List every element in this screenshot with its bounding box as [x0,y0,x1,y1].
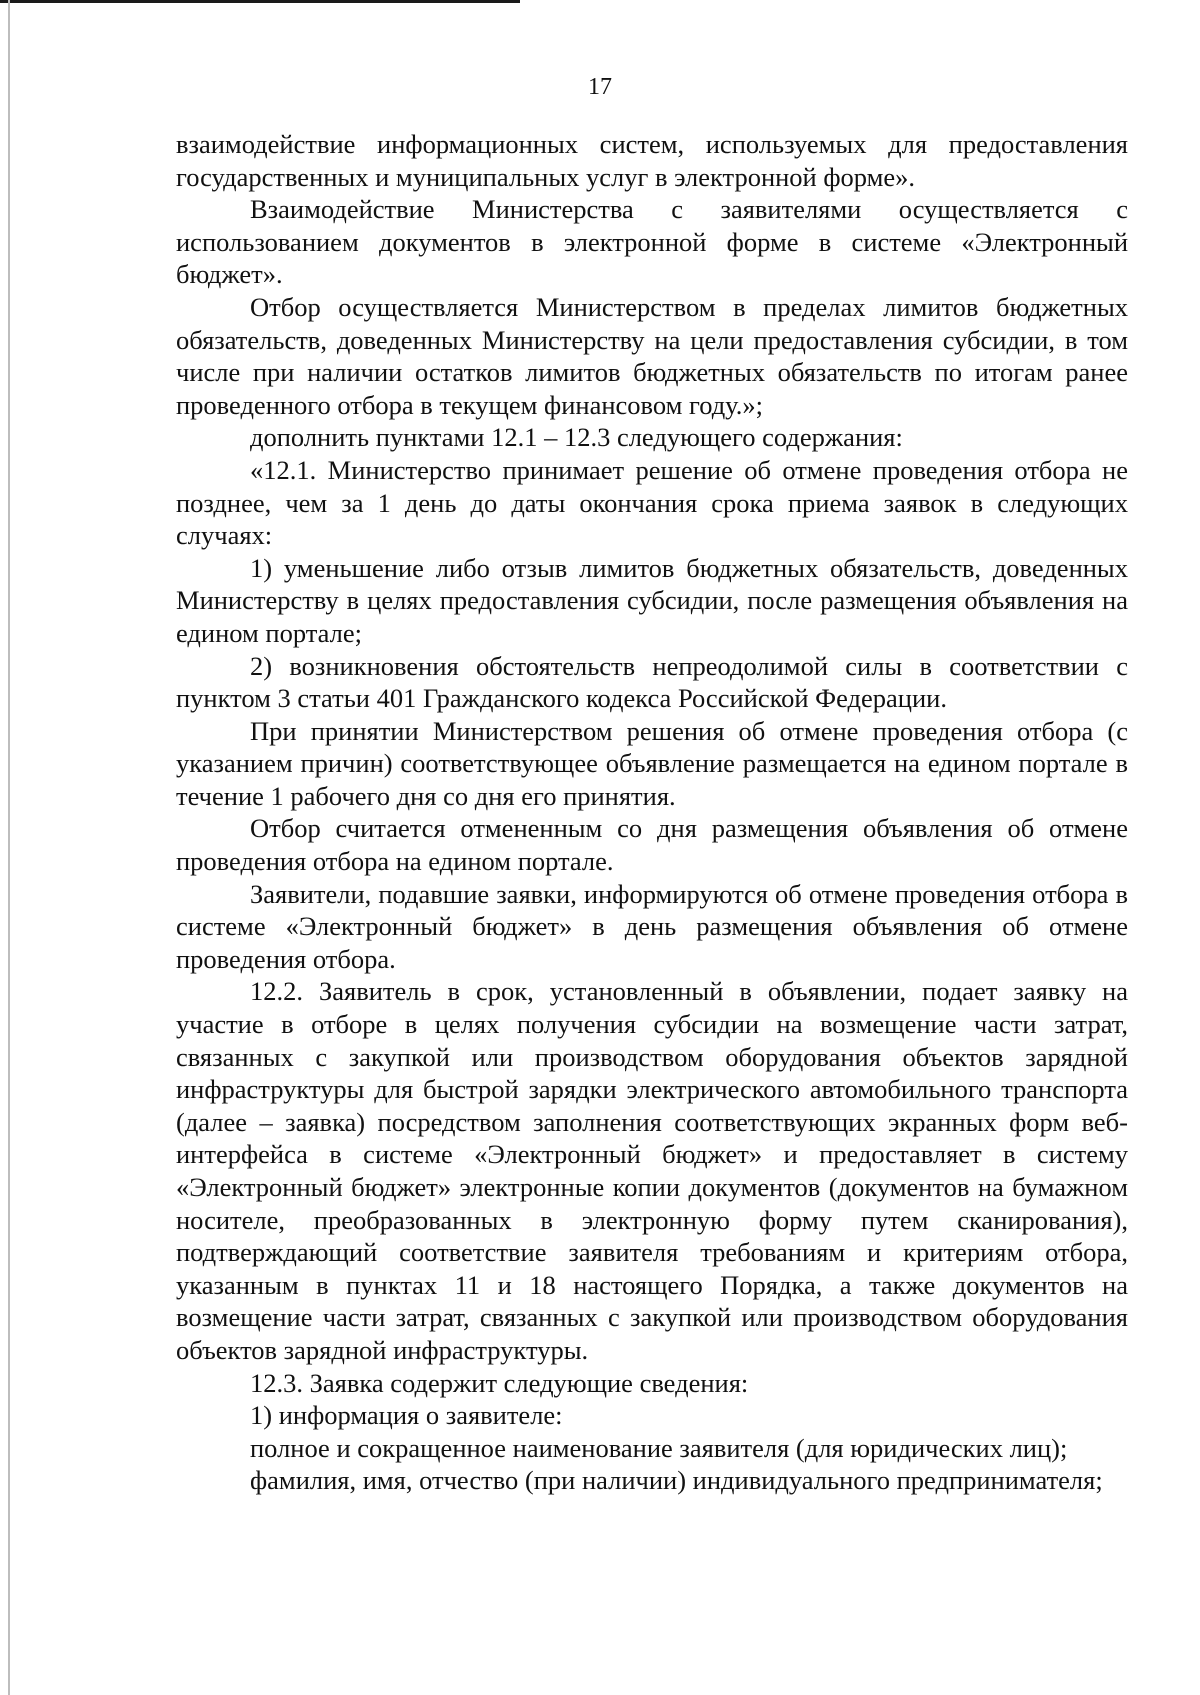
paragraph: дополнить пунктами 12.1 – 12.3 следующего содержания: [250,422,903,453]
paragraph: При принятии Министерством решения об отмене проведения отбора (с указанием причин) соответствующее объявление размещается на едином портале в течение 1 рабочего дня со дня его принятия. [176,715,1128,811]
list-item: 2) возникновения обстоятельств непреодолимой силы в соответствии с пунктом 3 статьи 401 Гражданского кодекса Российской Федерации. [176,650,1128,714]
paragraph: 12.2. Заявитель в срок, установленный в объявлении, подает заявку на участие в отборе в целях получения субсидии на возмещение части затрат, связанных с закупкой или производством оборудования объектов зарядной инфраструктуры для быстрой зарядки электрического автомобильного транспорта (далее – заявка) посредством заполнения соответствующих экранных форм веб-интерфейса в системе «Электронный бюджет» и предоставляет в систему «Электронный бюджет» электронные копии документов (документов на бумажном носителе, преобразованных в электронную форму путем сканирования), подтверждающий соответствие заявителя требованиям и критериям отбора, указанным в пунктах 11 и 18 настоящего Порядка, а также документов на возмещение части затрат, связанных с закупкой или производством оборудования объектов зарядной инфраструктуры. [176,976,1128,1365]
paragraph: «12.1. Министерство принимает решение об отмене проведения отбора не позднее, чем за 1 день до даты окончания срока приема заявок в следующих случаях: [176,454,1128,551]
paragraph: Отбор считается отмененным со дня размещения объявления об отмене проведения отбора на едином портале. [176,813,1128,877]
paragraph: Взаимодействие Министерства с заявителями осуществляется с использованием документов в электронной форме в системе «Электронный бюджет». [176,194,1128,290]
paragraph: фамилия, имя, отчество (при наличии) индивидуального предпринимателя; [250,1465,1103,1496]
page-number: 17 [588,74,612,100]
list-item: 1) уменьшение либо отзыв лимитов бюджетных обязательств, доведенных Министерству в целях предоставления субсидии, после размещения объявления на едином портале; [176,552,1128,648]
paragraph: Отбор осуществляется Министерством в пределах лимитов бюджетных обязательств, доведенных Министерству на цели предоставления субсидии, в том числе при наличии остатков лимитов бюджетных обязательств по итогам ранее проведенного отбора в текущем финансовом году.»; [176,291,1128,420]
paragraph: Заявители, подавшие заявки, информируются об отмене проведения отбора в системе «Электронный бюджет» в день размещения объявления об отмене проведения отбора. [176,878,1128,974]
scan-edge-left [8,0,10,1695]
scan-edge-top [0,0,520,3]
paragraph: взаимодействие информационных систем, используемых для предоставления государственных и муниципальных услуг в электронной форме». [176,129,1128,192]
list-item: 1) информация о заявителе: [250,1400,563,1431]
paragraph: полное и сокращенное наименование заявителя (для юридических лиц); [250,1432,1068,1463]
document-body [176,128,1128,1497]
paragraph: 12.3. Заявка содержит следующие сведения: [250,1367,749,1398]
